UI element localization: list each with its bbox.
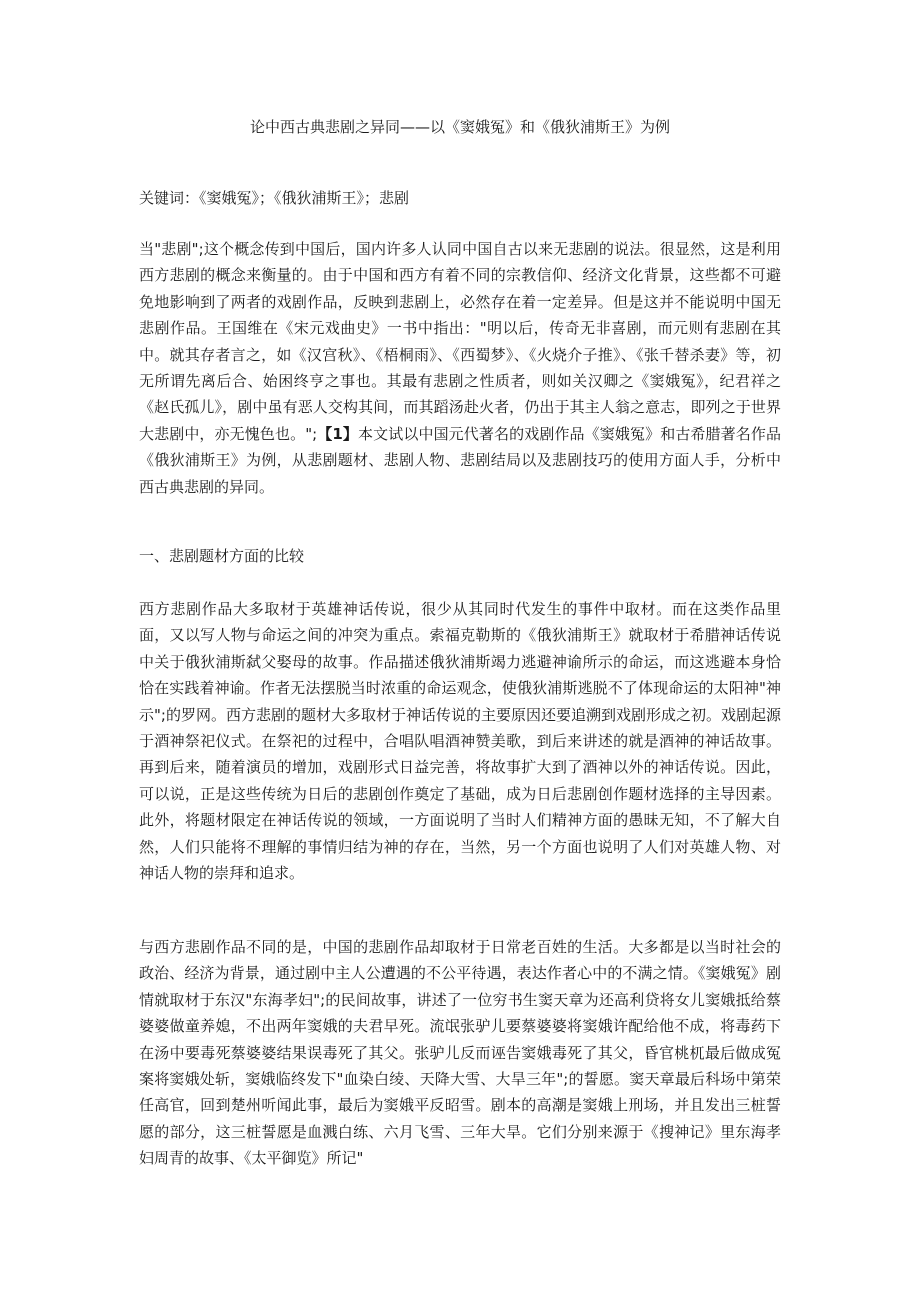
intro-text-before-ref: 当"悲剧";这个概念传到中国后，国内许多人认同中国自古以来无悲剧的说法。很显然，这是利用西方悲剧的概念来衡量的。由于中国和西方有着不同的宗教信仰、经济文化背景，这些都不可避免地影响到了两者的戏剧作品，反映到悲剧上，必然存在着一定差异。但是这并不能说明中国无悲剧作品。王国维在《宋元戏曲史》一书中指出："明以后，传奇无非喜剧，而元则有悲剧在其中。就其存者言之，如《汉宫秋》、《梧桐雨》、《西蜀梦》、《火烧介子推》、《张千替杀妻》等，初无所谓先离后合、始困终亨之事也。其最有悲剧之性质者，则如关汉卿之《窦娥冤》，纪君祥之《赵氏孤儿》，剧中虽有恶人交构其间，而其蹈汤赴火者，仍出于其主人翁之意志，即列之于世界大悲剧中，亦无愧色也。"; [139,240,781,443]
intro-text-after-ref: 本文试以中国元代著名的戏剧作品《窦娥冤》和古希腊著名作品《俄狄浦斯王》为例，从悲剧题材、悲剧人物、悲剧结局以及悲剧技巧的使用方面人手，分析中西古典悲剧的异同。 [139,424,781,496]
body-paragraph-1: 西方悲剧作品大多取材于英雄神话传说，很少从其同时代发生的事件中取材。而在这类作品里面，又以写人物与命运之间的冲突为重点。索福克勒斯的《俄狄浦斯王》就取材于希腊神话传说中关于俄狄浦斯弑父娶母的故事。作品描述俄狄浦斯竭力逃避神谕所示的命运，而这逃避本身恰恰在实践着神谕。作者无法摆脱当时浓重的命运观念，使俄狄浦斯逃脱不了体现命运的太阳神"神示";的罗网。西方悲剧的题材大多取材于神话传说的主要原因还要追溯到戏剧形成之初。戏剧起源于酒神祭祀仪式。在祭祀的过程中，合唱队唱酒神赞美歌，到后来讲述的就是酒神的神话故事。再到后来，随着演员的增加，戏剧形式日益完善，将故事扩大到了酒神以外的神话传说。因此，可以说，正是这些传统为日后的悲剧创作奠定了基础，成为日后悲剧创作题材选择的主导因素。此外，将题材限定在神话传说的领域，一方面说明了当时人们精神方面的愚昧无知，不了解大自然，人们只能将不理解的事情归结为神的存在，当然，另一个方面也说明了人们对英雄人物、对神话人物的崇拜和追求。 [139,600,781,883]
keywords-line: 关键词：《窦娥冤》；《俄狄浦斯王》；悲剧 [139,189,410,207]
document-title: 论中西古典悲剧之异同——以《窦娥冤》和《俄狄浦斯王》为例 [249,118,670,136]
section-heading: 一、悲剧题材方面的比较 [139,547,305,565]
intro-paragraph [139,236,781,500]
body-paragraph-2: 与西方悲剧作品不同的是，中国的悲剧作品却取材于日常老百姓的生活。大多都是以当时社会的政治、经济为背景，通过剧中主人公遭遇的不公平待遇，表达作者心中的不满之情。《窦娥冤》剧情就取材于东汉"东海孝妇";的民间故事，讲述了一位穷书生窦天章为还高利贷将女儿窦娥抵给蔡婆婆做童养媳，不出两年窦娥的夫君早死。流氓张驴儿要蔡婆婆将窦娥许配给他不成，将毒药下在汤中要毒死蔡婆婆结果误毒死了其父。张驴儿反而诬告窦娥毒死了其父，昏官桃杌最后做成冤案将窦娥处斩，窦娥临终发下"血染白绫、天降大雪、大旱三年";的誓愿。窦天章最后科场中第荣任高官，回到楚州听闻此事，最后为窦娥平反昭雪。剧本的高潮是窦娥上刑场，并且发出三桩誓愿的部分，这三桩誓愿是血溅白练、六月飞雪、三年大旱。它们分别来源于《搜神记》里东海孝妇周青的故事、《太平御览》所记" [139,938,781,1168]
citation-ref: 【1】 [317,424,359,443]
